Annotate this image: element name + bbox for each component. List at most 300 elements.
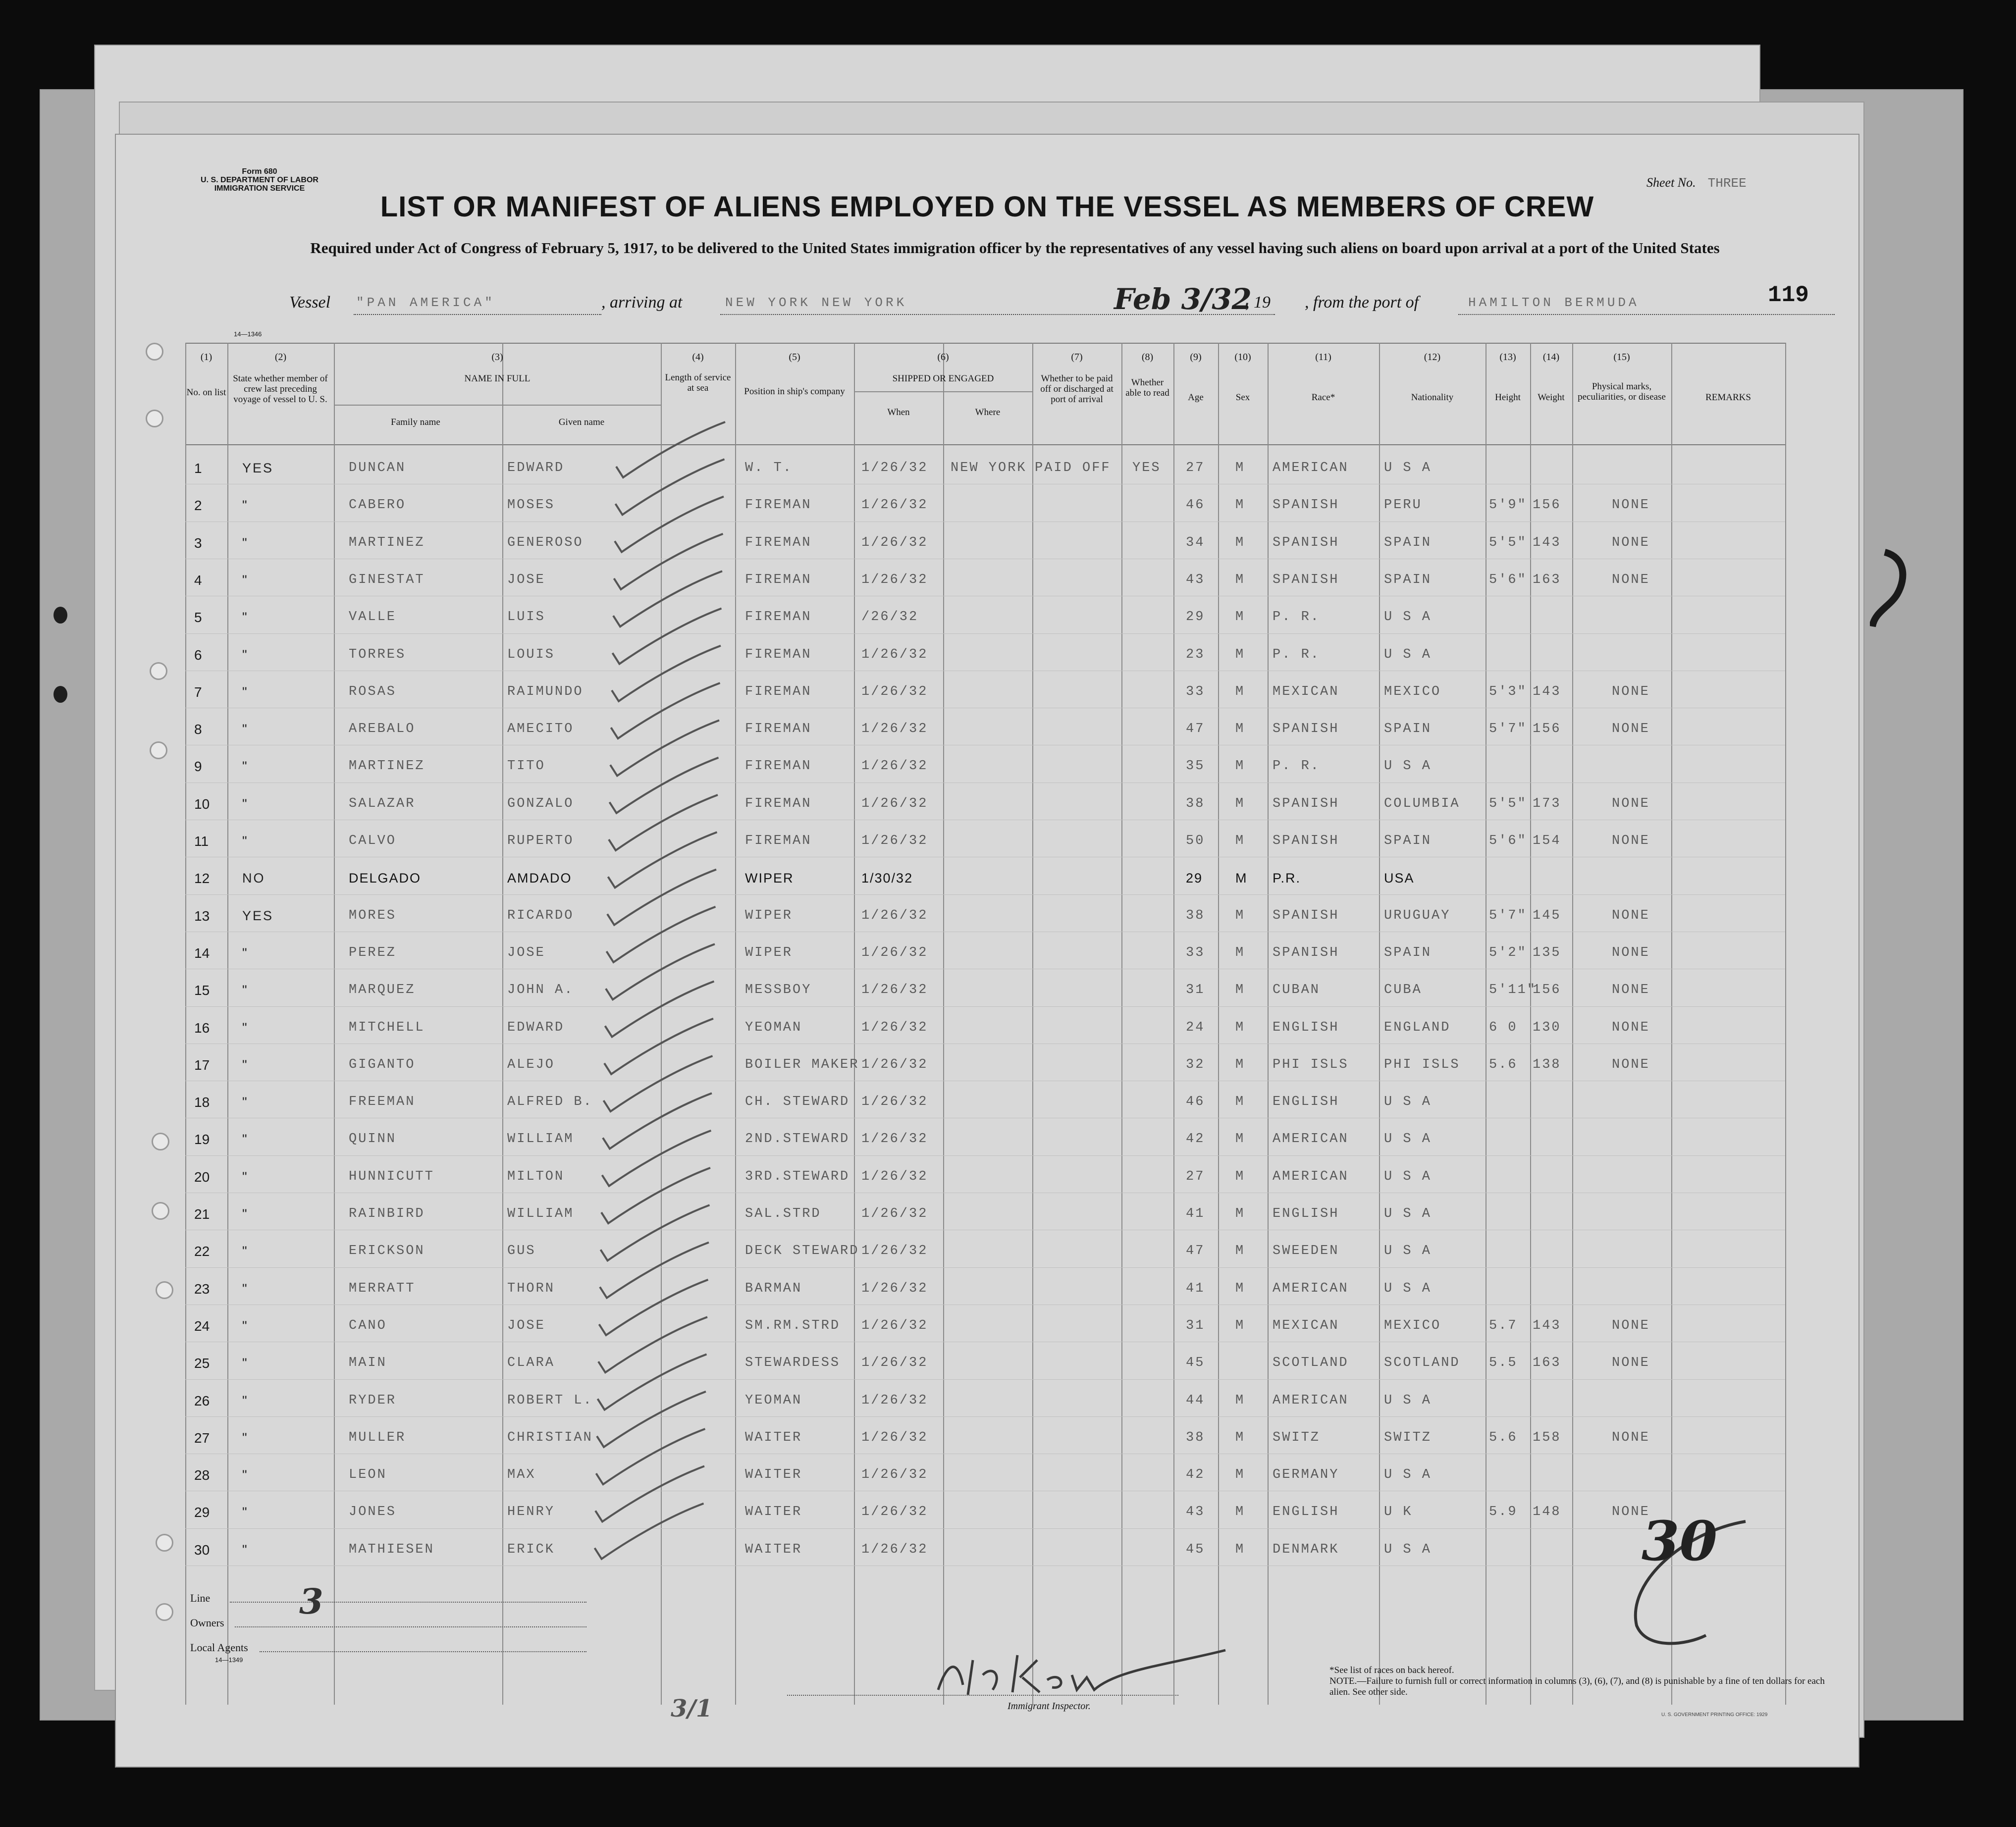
cell-position: FIREMAN <box>745 796 812 811</box>
cell-position: SAL.STRD <box>745 1206 821 1221</box>
cell-given-name: MOSES <box>507 498 555 513</box>
cell-when: 1/26/32 <box>861 983 928 998</box>
header-physical-marks: Physical marks, peculiarities, or disease <box>1578 381 1666 402</box>
cell-race: SWITZ <box>1273 1430 1321 1445</box>
cell-state-whether: " <box>242 684 249 699</box>
cell-weight: 143 <box>1533 535 1561 550</box>
cell-position: BOILER MAKER <box>745 1057 859 1072</box>
cell-nationality: COLUMBIA <box>1384 796 1460 811</box>
cell-nationality: U S A <box>1384 1542 1432 1557</box>
cell-age: 29 <box>1186 871 1203 886</box>
cell-height: 5.7 <box>1489 1318 1518 1333</box>
header-remarks: REMARKS <box>1705 392 1751 403</box>
header-age: Age <box>1188 392 1204 403</box>
cell-height: 5'3" <box>1489 684 1527 699</box>
cell-when: 1/26/32 <box>861 722 928 737</box>
cell-nationality: U S A <box>1384 1244 1432 1259</box>
owners-handwritten: 3 <box>299 1581 323 1622</box>
check-mark <box>616 422 725 477</box>
page-subtitle: Required under Act of Congress of February 5, 1917, to be delivered to the United States immigration officer by the representatives of any vessel having such aliens on board upon arrival at a port of the United States <box>310 239 1720 257</box>
check-mark <box>598 1317 707 1372</box>
cell-height: 5'9" <box>1489 498 1527 513</box>
punch-hole <box>156 1603 173 1621</box>
punch-hole <box>150 741 167 759</box>
cell-sex: M <box>1235 908 1245 923</box>
cell-nationality: U S A <box>1384 461 1432 475</box>
cell-state-whether: " <box>242 1281 249 1296</box>
inspector-signature <box>928 1630 1245 1700</box>
cell-weight: 163 <box>1533 1356 1561 1371</box>
cell-race: P.R. <box>1273 871 1301 886</box>
cell-family-name: HUNNICUTT <box>349 1169 434 1184</box>
col-num: (2) <box>274 352 287 363</box>
cell-given-name: JOHN A. <box>507 983 574 998</box>
cell-state-whether: " <box>242 647 249 662</box>
cell-race: SWEEDEN <box>1273 1244 1339 1259</box>
cell-when: 1/26/32 <box>861 647 928 662</box>
cell-when: 1/26/32 <box>861 1356 928 1371</box>
cell-sex: M <box>1235 535 1245 550</box>
cell-family-name: MERRATT <box>349 1281 416 1296</box>
cell-sex: M <box>1235 945 1245 960</box>
punch-hole <box>150 662 167 680</box>
check-mark <box>610 720 719 776</box>
cell-nationality: CUBA <box>1384 983 1422 998</box>
cell-given-name: GUS <box>507 1244 536 1259</box>
checkmark-column <box>185 343 1785 1705</box>
cell-position: WIPER <box>745 871 794 886</box>
cell-when: 1/26/32 <box>861 1020 928 1035</box>
cell-nationality: U S A <box>1384 647 1432 662</box>
cell-family-name: CANO <box>349 1318 387 1333</box>
cell-family-name: TORRES <box>349 647 406 662</box>
header-state-whether: State whether member of crew last preceding voyage of vessel to U. S. <box>233 373 328 405</box>
cell-when: 1/26/32 <box>861 908 928 923</box>
cell-given-name: MAX <box>507 1467 536 1483</box>
header-name-in-full: NAME IN FULL <box>464 373 531 384</box>
cell-height: 5'11" <box>1489 983 1537 998</box>
punch-hole <box>146 343 163 361</box>
binder-hole <box>53 686 67 703</box>
cell-given-name: JOSE <box>507 1318 545 1333</box>
cell-race: SPANISH <box>1273 572 1339 587</box>
cell-sex: M <box>1235 1542 1245 1557</box>
cell-state-whether: " <box>242 1542 249 1557</box>
cell-when: 1/26/32 <box>861 834 928 848</box>
check-mark <box>605 982 714 1037</box>
cell-position: WIPER <box>745 945 793 960</box>
cell-age: 41 <box>1186 1281 1205 1296</box>
cell-physical-marks: NONE <box>1612 535 1650 550</box>
cell-race: SPANISH <box>1273 722 1339 737</box>
cell-race: SPANISH <box>1273 834 1339 848</box>
cell-given-name: CHRISTIAN <box>507 1430 593 1445</box>
header-when: When <box>887 407 910 418</box>
cell-when: 1/26/32 <box>861 945 928 960</box>
cell-able-to-read: YES <box>1132 461 1161 475</box>
cell-age: 42 <box>1186 1467 1205 1483</box>
cell-given-name: AMDADO <box>507 871 572 886</box>
cell-race: ENGLISH <box>1273 1020 1339 1035</box>
cell-given-name: EDWARD <box>507 461 565 475</box>
col-num: (11) <box>1315 352 1331 363</box>
cell-row-number: 13 <box>194 908 210 924</box>
check-mark <box>600 1243 709 1298</box>
cell-age: 31 <box>1186 1318 1205 1333</box>
cell-position: YEOMAN <box>745 1393 802 1408</box>
cell-physical-marks: NONE <box>1612 722 1650 737</box>
col-num: (9) <box>1190 352 1202 363</box>
cell-physical-marks: NONE <box>1612 1020 1650 1035</box>
cell-family-name: JONES <box>349 1505 397 1520</box>
cell-when: 1/26/32 <box>861 1430 928 1445</box>
cell-state-whether: " <box>242 572 249 587</box>
punch-hole <box>146 410 163 427</box>
cell-sex: M <box>1235 684 1245 699</box>
check-mark <box>596 1429 705 1484</box>
cell-family-name: SALAZAR <box>349 796 416 811</box>
cell-height: 5.6 <box>1489 1430 1518 1445</box>
handwritten-mark: 3/1 <box>671 1695 713 1723</box>
cell-family-name: DUNCAN <box>349 461 406 475</box>
header-nationality: Nationality <box>1411 392 1454 403</box>
cell-state-whether: " <box>242 1057 249 1072</box>
header-weight: Weight <box>1538 392 1565 403</box>
cell-given-name: WILLIAM <box>507 1132 574 1147</box>
cell-when: 1/26/32 <box>861 461 928 475</box>
header-shipped: SHIPPED OR ENGAGED <box>892 373 994 384</box>
cell-height: 5'7" <box>1489 908 1527 923</box>
cell-state-whether: " <box>242 945 249 960</box>
check-mark <box>611 683 720 738</box>
check-mark <box>601 1168 710 1223</box>
cell-age: 45 <box>1186 1356 1205 1371</box>
check-mark <box>615 497 724 552</box>
cell-state-whether: " <box>242 610 249 625</box>
footer-note: *See list of races on back hereof. NOTE.—Failure to furnish full or correct information in columns (3), (6), (7), and (8) is punishable by a fine of ten dollars for each alien. See other side. <box>1329 1665 1825 1697</box>
cell-state-whether: " <box>242 1393 249 1408</box>
check-mark <box>607 870 716 925</box>
cell-sex: M <box>1235 1318 1245 1333</box>
cell-height: 5'6" <box>1489 572 1527 587</box>
cell-family-name: AREBALO <box>349 722 416 737</box>
check-mark <box>595 1504 704 1559</box>
cell-family-name: MARTINEZ <box>349 535 425 550</box>
check-mark <box>597 1392 706 1447</box>
cell-state-whether: " <box>242 1430 249 1445</box>
cell-sex: M <box>1235 1132 1245 1147</box>
crew-count-handwritten: 30 <box>1642 1509 1718 1573</box>
cell-race: P. R. <box>1273 647 1321 662</box>
cell-family-name: ROSAS <box>349 684 397 699</box>
cell-state-whether: " <box>242 1356 249 1371</box>
cell-age: 31 <box>1186 983 1205 998</box>
cell-nationality: SWITZ <box>1384 1430 1432 1445</box>
cell-age: 42 <box>1186 1132 1205 1147</box>
check-mark <box>601 1205 710 1260</box>
cell-position: W. T. <box>745 461 793 475</box>
cell-age: 27 <box>1186 1169 1205 1184</box>
cell-physical-marks: NONE <box>1612 1430 1650 1445</box>
check-mark <box>614 534 723 589</box>
cell-when: 1/26/32 <box>861 1095 928 1110</box>
cell-row-number: 19 <box>194 1132 210 1148</box>
cell-weight: 154 <box>1533 834 1561 848</box>
cell-weight: 143 <box>1533 1318 1561 1333</box>
cell-sex: M <box>1235 834 1245 848</box>
cell-row-number: 14 <box>194 945 210 961</box>
col-num: (8) <box>1141 352 1154 363</box>
cell-state-whether: " <box>242 759 249 774</box>
cell-given-name: EDWARD <box>507 1020 565 1035</box>
owners-label: Owners <box>190 1617 224 1629</box>
cell-height: 6 0 <box>1489 1020 1518 1035</box>
cell-physical-marks: NONE <box>1612 1356 1650 1371</box>
cell-row-number: 26 <box>194 1393 210 1409</box>
cell-when: 1/26/32 <box>861 684 928 699</box>
cell-age: 33 <box>1186 684 1205 699</box>
cell-weight: 158 <box>1533 1430 1561 1445</box>
cell-row-number: 8 <box>194 722 202 737</box>
col-num: (10) <box>1234 352 1251 363</box>
cell-position: FIREMAN <box>745 684 812 699</box>
cell-weight: 143 <box>1533 684 1561 699</box>
cell-when: /26/32 <box>861 610 919 625</box>
cell-age: 27 <box>1186 461 1205 475</box>
cell-height: 5.5 <box>1489 1356 1518 1371</box>
cell-position: FIREMAN <box>745 647 812 662</box>
cell-state-whether: YES <box>242 461 274 475</box>
cell-when: 1/26/32 <box>861 1318 928 1333</box>
cell-age: 47 <box>1186 722 1205 737</box>
col-num: (1) <box>200 352 212 363</box>
cell-race: AMERICAN <box>1273 1169 1349 1184</box>
check-mark <box>608 832 717 887</box>
cell-nationality: SPAIN <box>1384 945 1432 960</box>
cell-physical-marks: NONE <box>1612 498 1650 513</box>
cell-nationality: MEXICO <box>1384 684 1441 699</box>
check-mark <box>602 1131 711 1186</box>
header-family-name: Family name <box>391 417 440 427</box>
cell-position: DECK STEWARD <box>745 1244 859 1259</box>
cell-when: 1/26/32 <box>861 759 928 774</box>
cell-position: FIREMAN <box>745 759 812 774</box>
check-mark <box>613 609 722 664</box>
cell-position: FIREMAN <box>745 834 812 848</box>
cell-nationality: SPAIN <box>1384 572 1432 587</box>
cell-race: SCOTLAND <box>1273 1356 1349 1371</box>
cell-weight: 145 <box>1533 908 1561 923</box>
cell-row-number: 10 <box>194 796 210 812</box>
check-mark <box>604 1056 713 1111</box>
arrival-date: Feb 3/32 <box>1114 282 1252 316</box>
cell-age: 43 <box>1186 1505 1205 1520</box>
col-num: (14) <box>1542 352 1560 363</box>
cell-family-name: MARQUEZ <box>349 983 416 998</box>
cell-when: 1/26/32 <box>861 1393 928 1408</box>
cell-position: WAITER <box>745 1430 802 1445</box>
cell-nationality: U S A <box>1384 1169 1432 1184</box>
cell-race: AMERICAN <box>1273 1132 1349 1147</box>
cell-position: YEOMAN <box>745 1020 802 1035</box>
cell-position: WAITER <box>745 1505 802 1520</box>
cell-race: ENGLISH <box>1273 1095 1339 1110</box>
cell-age: 50 <box>1186 834 1205 848</box>
cell-family-name: LEON <box>349 1467 387 1483</box>
printing-office: U. S. GOVERNMENT PRINTING OFFICE: 1929 <box>1661 1712 1768 1718</box>
cell-race: ENGLISH <box>1273 1206 1339 1221</box>
check-mark <box>599 1280 708 1335</box>
cell-age: 38 <box>1186 1430 1205 1445</box>
header-given-name: Given name <box>558 417 605 427</box>
cell-sex: M <box>1235 983 1245 998</box>
cell-row-number: 6 <box>194 647 202 663</box>
arriving-value: NEW YORK NEW YORK <box>725 295 907 310</box>
cell-physical-marks: NONE <box>1612 1505 1650 1520</box>
page-title: LIST OR MANIFEST OF ALIENS EMPLOYED ON THE VESSEL AS MEMBERS OF CREW <box>380 191 1594 223</box>
cell-height: 5.6 <box>1489 1057 1518 1072</box>
cell-physical-marks: NONE <box>1612 572 1650 587</box>
form-code: 14—1346 <box>234 330 262 338</box>
cell-physical-marks: NONE <box>1612 983 1650 998</box>
header-length-service: Length of service at sea <box>665 372 731 393</box>
cell-race: SPANISH <box>1273 535 1339 550</box>
col-num: (7) <box>1071 352 1083 363</box>
arriving-label: , arriving at <box>601 293 683 312</box>
cell-sex: M <box>1235 647 1245 662</box>
port-label: , from the port of <box>1305 293 1419 312</box>
cell-state-whether: YES <box>242 908 274 923</box>
cell-given-name: WILLIAM <box>507 1206 574 1221</box>
count-circle <box>1597 1502 1874 1665</box>
cell-age: 47 <box>1186 1244 1205 1259</box>
cell-nationality: U K <box>1384 1505 1413 1520</box>
cell-weight: 156 <box>1533 722 1561 737</box>
header-race: Race* <box>1311 392 1335 403</box>
check-mark <box>606 944 715 999</box>
cell-when: 1/26/32 <box>861 498 928 513</box>
cell-row-number: 3 <box>194 535 202 551</box>
cell-state-whether: " <box>242 1318 249 1333</box>
cell-sex: M <box>1235 759 1245 774</box>
cell-position: STEWARDESS <box>745 1356 841 1371</box>
cell-row-number: 20 <box>194 1169 210 1185</box>
cell-row-number: 17 <box>194 1057 210 1073</box>
cell-given-name: RUPERTO <box>507 834 574 848</box>
cell-family-name: VALLE <box>349 610 397 625</box>
cell-sex: M <box>1235 1467 1245 1483</box>
header-paid-off: Whether to be paid off or discharged at port of arrival <box>1040 373 1114 405</box>
crew-manifest-table <box>185 343 1785 1707</box>
cell-weight: 163 <box>1533 572 1561 587</box>
cell-when: 1/30/32 <box>861 871 913 886</box>
cell-physical-marks: NONE <box>1612 834 1650 848</box>
cell-race: AMERICAN <box>1273 1281 1349 1296</box>
cell-race: MEXICAN <box>1273 1318 1339 1333</box>
cell-family-name: MULLER <box>349 1430 406 1445</box>
cell-when: 1/26/32 <box>861 1206 928 1221</box>
footer-labels <box>190 1586 248 1660</box>
cell-state-whether: " <box>242 1095 249 1110</box>
cell-row-number: 1 <box>194 461 202 476</box>
punch-hole <box>152 1133 169 1150</box>
manifest-sheet <box>115 134 1859 1768</box>
cell-given-name: RAIMUNDO <box>507 684 584 699</box>
cell-sex: M <box>1235 871 1248 886</box>
cell-when: 1/26/32 <box>861 535 928 550</box>
cell-physical-marks: NONE <box>1612 684 1650 699</box>
cell-race: SPANISH <box>1273 945 1339 960</box>
cell-paid-off: PAID OFF <box>1035 461 1111 475</box>
cell-age: 43 <box>1186 572 1205 587</box>
cell-state-whether: " <box>242 1020 249 1035</box>
cell-state-whether: " <box>242 498 249 513</box>
cell-race: AMERICAN <box>1273 1393 1349 1408</box>
cell-age: 41 <box>1186 1206 1205 1221</box>
cell-family-name: ERICKSON <box>349 1244 425 1259</box>
check-mark <box>610 758 719 813</box>
cell-position: WAITER <box>745 1542 802 1557</box>
cell-row-number: 28 <box>194 1467 210 1483</box>
header-no-on-list: No. on list <box>186 387 226 398</box>
cell-nationality: U S A <box>1384 1206 1432 1221</box>
cell-age: 46 <box>1186 1095 1205 1110</box>
cell-physical-marks: NONE <box>1612 1057 1650 1072</box>
cell-row-number: 27 <box>194 1430 210 1446</box>
cell-age: 44 <box>1186 1393 1205 1408</box>
cell-age: 23 <box>1186 647 1205 662</box>
cell-physical-marks: NONE <box>1612 908 1650 923</box>
cell-sex: M <box>1235 1430 1245 1445</box>
cell-sex: M <box>1235 498 1245 513</box>
cell-family-name: RAINBIRD <box>349 1206 425 1221</box>
cell-family-name: CALVO <box>349 834 397 848</box>
cell-sex: M <box>1235 1505 1245 1520</box>
cell-nationality: U S A <box>1384 1132 1432 1147</box>
cell-race: SPANISH <box>1273 908 1339 923</box>
line-label: Line <box>190 1592 211 1604</box>
binder-hole <box>53 607 67 624</box>
cell-family-name: PEREZ <box>349 945 397 960</box>
cell-row-number: 5 <box>194 610 202 626</box>
cell-height: 5'5" <box>1489 535 1527 550</box>
cell-physical-marks: NONE <box>1612 945 1650 960</box>
cell-row-number: 30 <box>194 1542 210 1558</box>
cell-given-name: HENRY <box>507 1505 555 1520</box>
cell-family-name: MARTINEZ <box>349 759 425 774</box>
cell-weight: 148 <box>1533 1505 1561 1520</box>
cell-row-number: 12 <box>194 871 210 887</box>
cell-given-name: AMECITO <box>507 722 574 737</box>
cell-race: SPANISH <box>1273 796 1339 811</box>
cell-sex: M <box>1235 1393 1245 1408</box>
cell-family-name: FREEMAN <box>349 1095 416 1110</box>
cell-physical-marks: NONE <box>1612 796 1650 811</box>
cell-family-name: QUINN <box>349 1132 397 1147</box>
punch-hole <box>152 1202 169 1220</box>
cell-row-number: 16 <box>194 1020 210 1036</box>
cell-age: 34 <box>1186 535 1205 550</box>
cell-height: 5'6" <box>1489 834 1527 848</box>
cell-height: 5'7" <box>1489 722 1527 737</box>
cell-sex: M <box>1235 1281 1245 1296</box>
col-num: (4) <box>692 352 704 363</box>
cell-family-name: RYDER <box>349 1393 397 1408</box>
cell-sex: M <box>1235 610 1245 625</box>
cell-height: 5.9 <box>1489 1505 1518 1520</box>
cell-where: NEW YORK <box>951 461 1027 475</box>
cell-position: SM.RM.STRD <box>745 1318 841 1333</box>
